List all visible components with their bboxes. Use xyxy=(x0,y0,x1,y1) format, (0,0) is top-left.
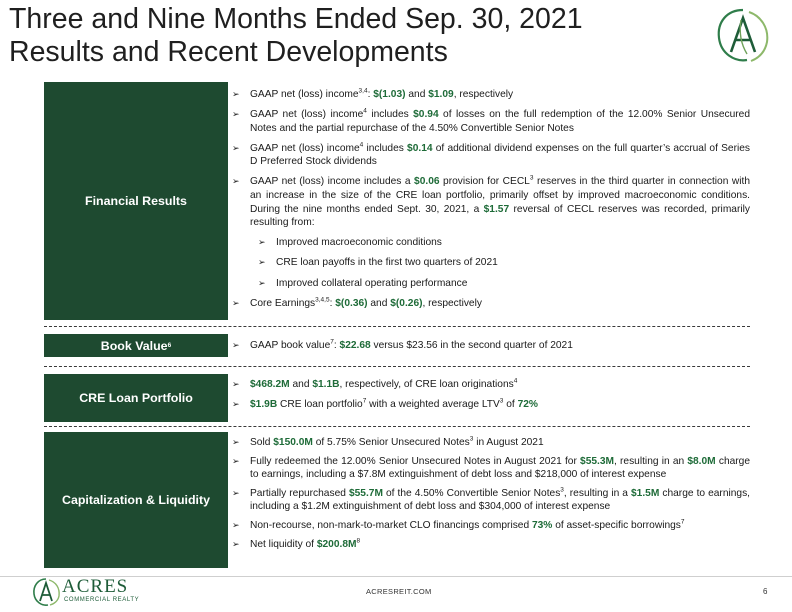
divider xyxy=(44,366,750,367)
arrow-bullet-icon: ➢ xyxy=(232,142,240,153)
acres-logo-icon xyxy=(711,4,775,66)
highlight-value: $0.94 xyxy=(413,109,439,121)
footnote-ref: 3 xyxy=(529,175,534,183)
bullet-text: and xyxy=(367,297,391,309)
bullet-text: of xyxy=(503,398,518,410)
acres-footer-logo-icon xyxy=(30,576,62,608)
bullet-text: , respectively xyxy=(422,297,482,309)
bullet-item xyxy=(232,398,750,412)
bullet-item xyxy=(232,487,750,514)
footer-url[interactable]: ACRESREIT.COM xyxy=(366,587,432,596)
bullet-text: of additional dividend expenses on the full quarter’s accrual of Series D Preferred Stock dividends xyxy=(250,142,750,168)
bullet-text: reversal of CECL reserves was recorded, primarily resulting from: xyxy=(250,203,750,229)
highlight-value: 72% xyxy=(517,398,538,410)
arrow-bullet-icon: ➢ xyxy=(232,398,240,409)
section-capitalization-liquidity xyxy=(44,432,750,568)
highlight-value: $(1.03) xyxy=(373,89,406,100)
book-bullets xyxy=(232,339,750,353)
page-title xyxy=(9,3,689,69)
financial-bullets xyxy=(232,88,750,310)
bullet-text: Improved macroeconomic conditions xyxy=(276,237,442,249)
bullet-text: GAAP book value xyxy=(250,340,331,351)
bullet-text: and xyxy=(289,379,313,390)
divider xyxy=(44,326,750,327)
arrow-bullet-icon: ➢ xyxy=(232,487,240,498)
bullet-item xyxy=(232,436,750,450)
footnote-ref: 4 xyxy=(513,377,518,385)
bullet-item xyxy=(232,108,750,135)
bullet-text: Non-recourse, non-mark-to-market CLO financings comprised xyxy=(250,519,532,531)
footnote-ref: 8 xyxy=(356,537,361,545)
bullet-text: charge to earnings, including a $1.2M extinguishment of debt loss and $304,000 of interest expense xyxy=(250,487,751,513)
bullet-text: Fully redeemed the 12.00% Senior Unsecured Notes in August 2021 for xyxy=(250,455,581,467)
bullet-text: of losses on the full redemption of the 12.00% Senior Unsecured Notes and the partial repurchase of the 4.50% Convertible Senior Notes xyxy=(250,109,750,134)
bullet-text: of asset-specific borrowings xyxy=(552,519,681,531)
bullet-text: Partially repurchased xyxy=(250,487,349,499)
highlight-value: 73% xyxy=(531,519,553,531)
bullet-text: of the 4.50% Convertible Senior Notes xyxy=(382,487,561,499)
footnote-ref: 4 xyxy=(363,107,367,115)
highlight-value: $22.68 xyxy=(339,340,371,351)
arrow-bullet-icon: ➢ xyxy=(232,379,240,389)
bullet-text: versus $23.56 in the second quarter of 2021 xyxy=(370,340,573,351)
highlight-value: $0.06 xyxy=(414,176,440,188)
bullet-text: CRE loan payoffs in the first two quarters of 2021 xyxy=(276,257,498,269)
highlight-value: $55.3M xyxy=(580,455,615,467)
bullet-text: includes xyxy=(366,109,414,121)
sub-bullet-item xyxy=(232,256,750,270)
bullet-text: , respectively xyxy=(453,89,514,100)
label-financial-results: Financial Results xyxy=(44,82,228,320)
section-book-value xyxy=(44,334,750,357)
divider xyxy=(44,426,750,427)
footnote-ref: 4 xyxy=(359,141,364,149)
sub-bullet-item xyxy=(232,277,750,291)
bullet-text: and xyxy=(405,89,429,100)
bullet-text: Core Earnings xyxy=(250,297,316,309)
page-number: 6 xyxy=(763,587,768,596)
footer-brand: ACRES xyxy=(62,576,129,597)
label-cre-loan-portfolio: CRE Loan Portfolio xyxy=(44,374,228,422)
bullet-item xyxy=(232,378,750,392)
bullet-text: Net liquidity of xyxy=(250,538,317,550)
arrow-bullet-icon: ➢ xyxy=(232,538,240,549)
bullet-item xyxy=(232,519,750,533)
label-capitalization-liquidity: Capitalization & Liquidity xyxy=(44,432,228,568)
bullet-text: GAAP net (loss) income xyxy=(250,109,364,121)
arrow-bullet-icon: ➢ xyxy=(258,257,266,268)
highlight-value: $0.14 xyxy=(407,142,433,154)
title-line-1: Three and Nine Months Ended Sep. 30, 2021 xyxy=(9,3,583,35)
label-book-value: Book Value 6 xyxy=(44,334,228,357)
bullet-text: in August 2021 xyxy=(473,437,544,448)
highlight-value: $200.8M xyxy=(316,538,357,550)
capital-bullets xyxy=(232,436,750,556)
bullet-item xyxy=(232,538,750,552)
bullet-text: CRE loan portfolio xyxy=(277,398,363,410)
section-cre-loan-portfolio xyxy=(44,374,750,422)
highlight-value: $150.0M xyxy=(273,437,313,448)
arrow-bullet-icon: ➢ xyxy=(258,277,266,288)
highlight-value: $1.1B xyxy=(312,379,340,390)
footnote-ref: 7 xyxy=(330,338,334,346)
bullet-text: reserves in the third quarter in connection with an increase in the size of the CRE loan portfolio, primarily offset by improved macroeconomic conditions. During the nine months ended Sept. 30, 2021, a xyxy=(250,176,751,215)
arrow-bullet-icon: ➢ xyxy=(232,340,240,350)
highlight-value: $468.2M xyxy=(250,379,290,390)
highlight-value: $(0.36) xyxy=(335,297,368,309)
bullet-text: GAAP net (loss) income xyxy=(250,142,360,154)
highlight-value: $(0.26) xyxy=(390,297,423,309)
title-line-2: Results and Recent Developments xyxy=(9,36,448,68)
highlight-value: $1.9B xyxy=(250,398,278,410)
bullet-text: Sold xyxy=(250,437,274,448)
highlight-value: $1.5M xyxy=(631,487,660,499)
bullet-text: : xyxy=(367,89,374,100)
highlight-value: $1.57 xyxy=(483,203,510,215)
highlight-value: $8.0M xyxy=(687,455,716,467)
section-financial-results xyxy=(44,82,750,320)
book-value-label-text: Book Value xyxy=(100,338,168,353)
bullet-text: includes xyxy=(363,142,408,154)
bullet-text: : xyxy=(333,340,340,351)
arrow-bullet-icon: ➢ xyxy=(258,237,266,248)
bullet-text: , resulting in an xyxy=(614,455,688,467)
bullet-text: : xyxy=(329,297,336,309)
bullet-item xyxy=(232,142,750,169)
footnote-ref: 3,4,5 xyxy=(315,296,330,304)
sub-bullet-item xyxy=(232,236,750,250)
arrow-bullet-icon: ➢ xyxy=(232,89,240,99)
bullet-text: provision for CECL xyxy=(439,176,530,188)
bullet-text: , resulting in a xyxy=(563,487,632,499)
footnote-ref: 3,4 xyxy=(358,87,368,95)
arrow-bullet-icon: ➢ xyxy=(232,455,240,466)
arrow-bullet-icon: ➢ xyxy=(232,109,240,120)
footnote-ref: 3 xyxy=(560,486,564,494)
highlight-value: $1.09 xyxy=(428,89,454,100)
bullet-item xyxy=(232,175,750,229)
bullet-text: GAAP net (loss) income xyxy=(250,89,359,100)
bullet-text: , respectively, of CRE loan originations xyxy=(339,379,514,390)
bullet-item xyxy=(232,297,750,311)
footnote-ref: 3 xyxy=(499,397,504,405)
highlight-value: $55.7M xyxy=(348,487,383,499)
footnote-ref: 3 xyxy=(469,435,474,443)
bullet-text: charge to earnings, including a $7.8M extinguishment of debt loss and $218,000 of interest expense xyxy=(250,455,751,481)
cre-bullets xyxy=(232,378,750,417)
bullet-text: of 5.75% Senior Unsecured Notes xyxy=(312,437,470,448)
bullet-item xyxy=(232,455,750,482)
arrow-bullet-icon: ➢ xyxy=(232,519,240,530)
arrow-bullet-icon: ➢ xyxy=(232,176,240,187)
bullet-text: Improved collateral operating performance xyxy=(276,277,468,289)
footer-brand-sub: COMMERCIAL REALTY xyxy=(64,597,140,603)
footnote-ref: 7 xyxy=(362,397,367,405)
bullet-text: with a weighted average LTV xyxy=(366,398,500,410)
arrow-bullet-icon: ➢ xyxy=(232,437,240,447)
footnote-ref: 7 xyxy=(680,518,685,526)
bullet-text: GAAP net (loss) income includes a xyxy=(250,176,415,188)
arrow-bullet-icon: ➢ xyxy=(232,297,240,308)
bullet-item xyxy=(232,339,750,353)
bullet-item xyxy=(232,88,750,102)
